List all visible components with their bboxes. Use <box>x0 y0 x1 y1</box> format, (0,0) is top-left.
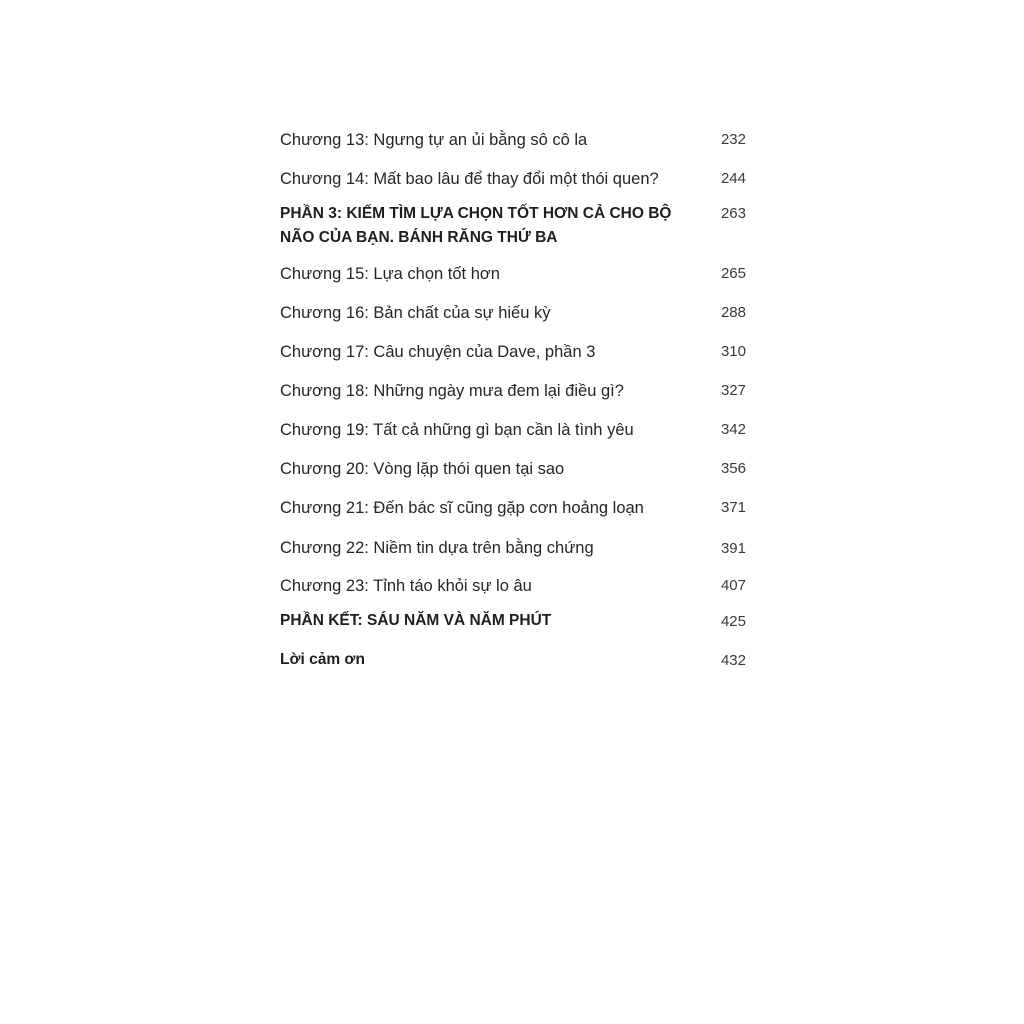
toc-entry-page: 288 <box>720 304 746 321</box>
toc-entry-page: 310 <box>720 343 746 360</box>
table-of-contents <box>280 0 746 1024</box>
toc-entry-title: Chương 14: Mất bao lâu để thay đổi một thói quen? <box>280 170 659 188</box>
toc-entry-page: 342 <box>720 421 746 438</box>
toc-entry-page: 327 <box>720 382 746 399</box>
toc-entry-page: 407 <box>720 577 746 594</box>
toc-entry-page: 244 <box>720 170 746 187</box>
toc-entry-page: 263 <box>720 205 746 222</box>
toc-entry-title: PHẦN KẾT: SÁU NĂM VÀ NĂM PHÚT <box>280 612 552 629</box>
toc-entry-title: Chương 16: Bản chất của sự hiếu kỳ <box>280 304 551 322</box>
toc-entry-title: Chương 21: Đến bác sĩ cũng gặp cơn hoảng loạn <box>280 499 644 517</box>
toc-entry-page: 391 <box>720 540 746 557</box>
toc-entry-title: Chương 13: Ngưng tự an ủi bằng sô cô la <box>280 131 588 149</box>
toc-entry-title: Chương 20: Vòng lặp thói quen tại sao <box>280 460 565 478</box>
toc-entry-title: Chương 23: Tỉnh táo khỏi sự lo âu <box>280 577 532 595</box>
toc-entry-page: 371 <box>720 499 746 516</box>
toc-entry-title: Lời cảm ơn <box>280 651 365 668</box>
toc-entry-title: Chương 22: Niềm tin dựa trên bằng chứng <box>280 539 594 557</box>
toc-entry-page: 265 <box>720 265 746 282</box>
toc-entry-title: Chương 19: Tất cả những gì bạn cần là tình yêu <box>280 421 634 439</box>
toc-entry-page: 425 <box>720 613 746 630</box>
toc-entry-page: 432 <box>720 652 746 669</box>
toc-entry-title: PHẦN 3: KIẾM TÌM LỰA CHỌN TỐT HƠN CẢ CHO BỘ NÃO CỦA BẠN. BÁNH RĂNG THỨ BA <box>280 205 672 246</box>
toc-entry-page: 356 <box>720 460 746 477</box>
toc-entry-title: Chương 17: Câu chuyện của Dave, phần 3 <box>280 343 596 361</box>
toc-entry-title: Chương 15: Lựa chọn tốt hơn <box>280 265 500 283</box>
toc-entry-page: 232 <box>720 131 746 148</box>
toc-entry-title: Chương 18: Những ngày mưa đem lại điều gì? <box>280 382 624 400</box>
